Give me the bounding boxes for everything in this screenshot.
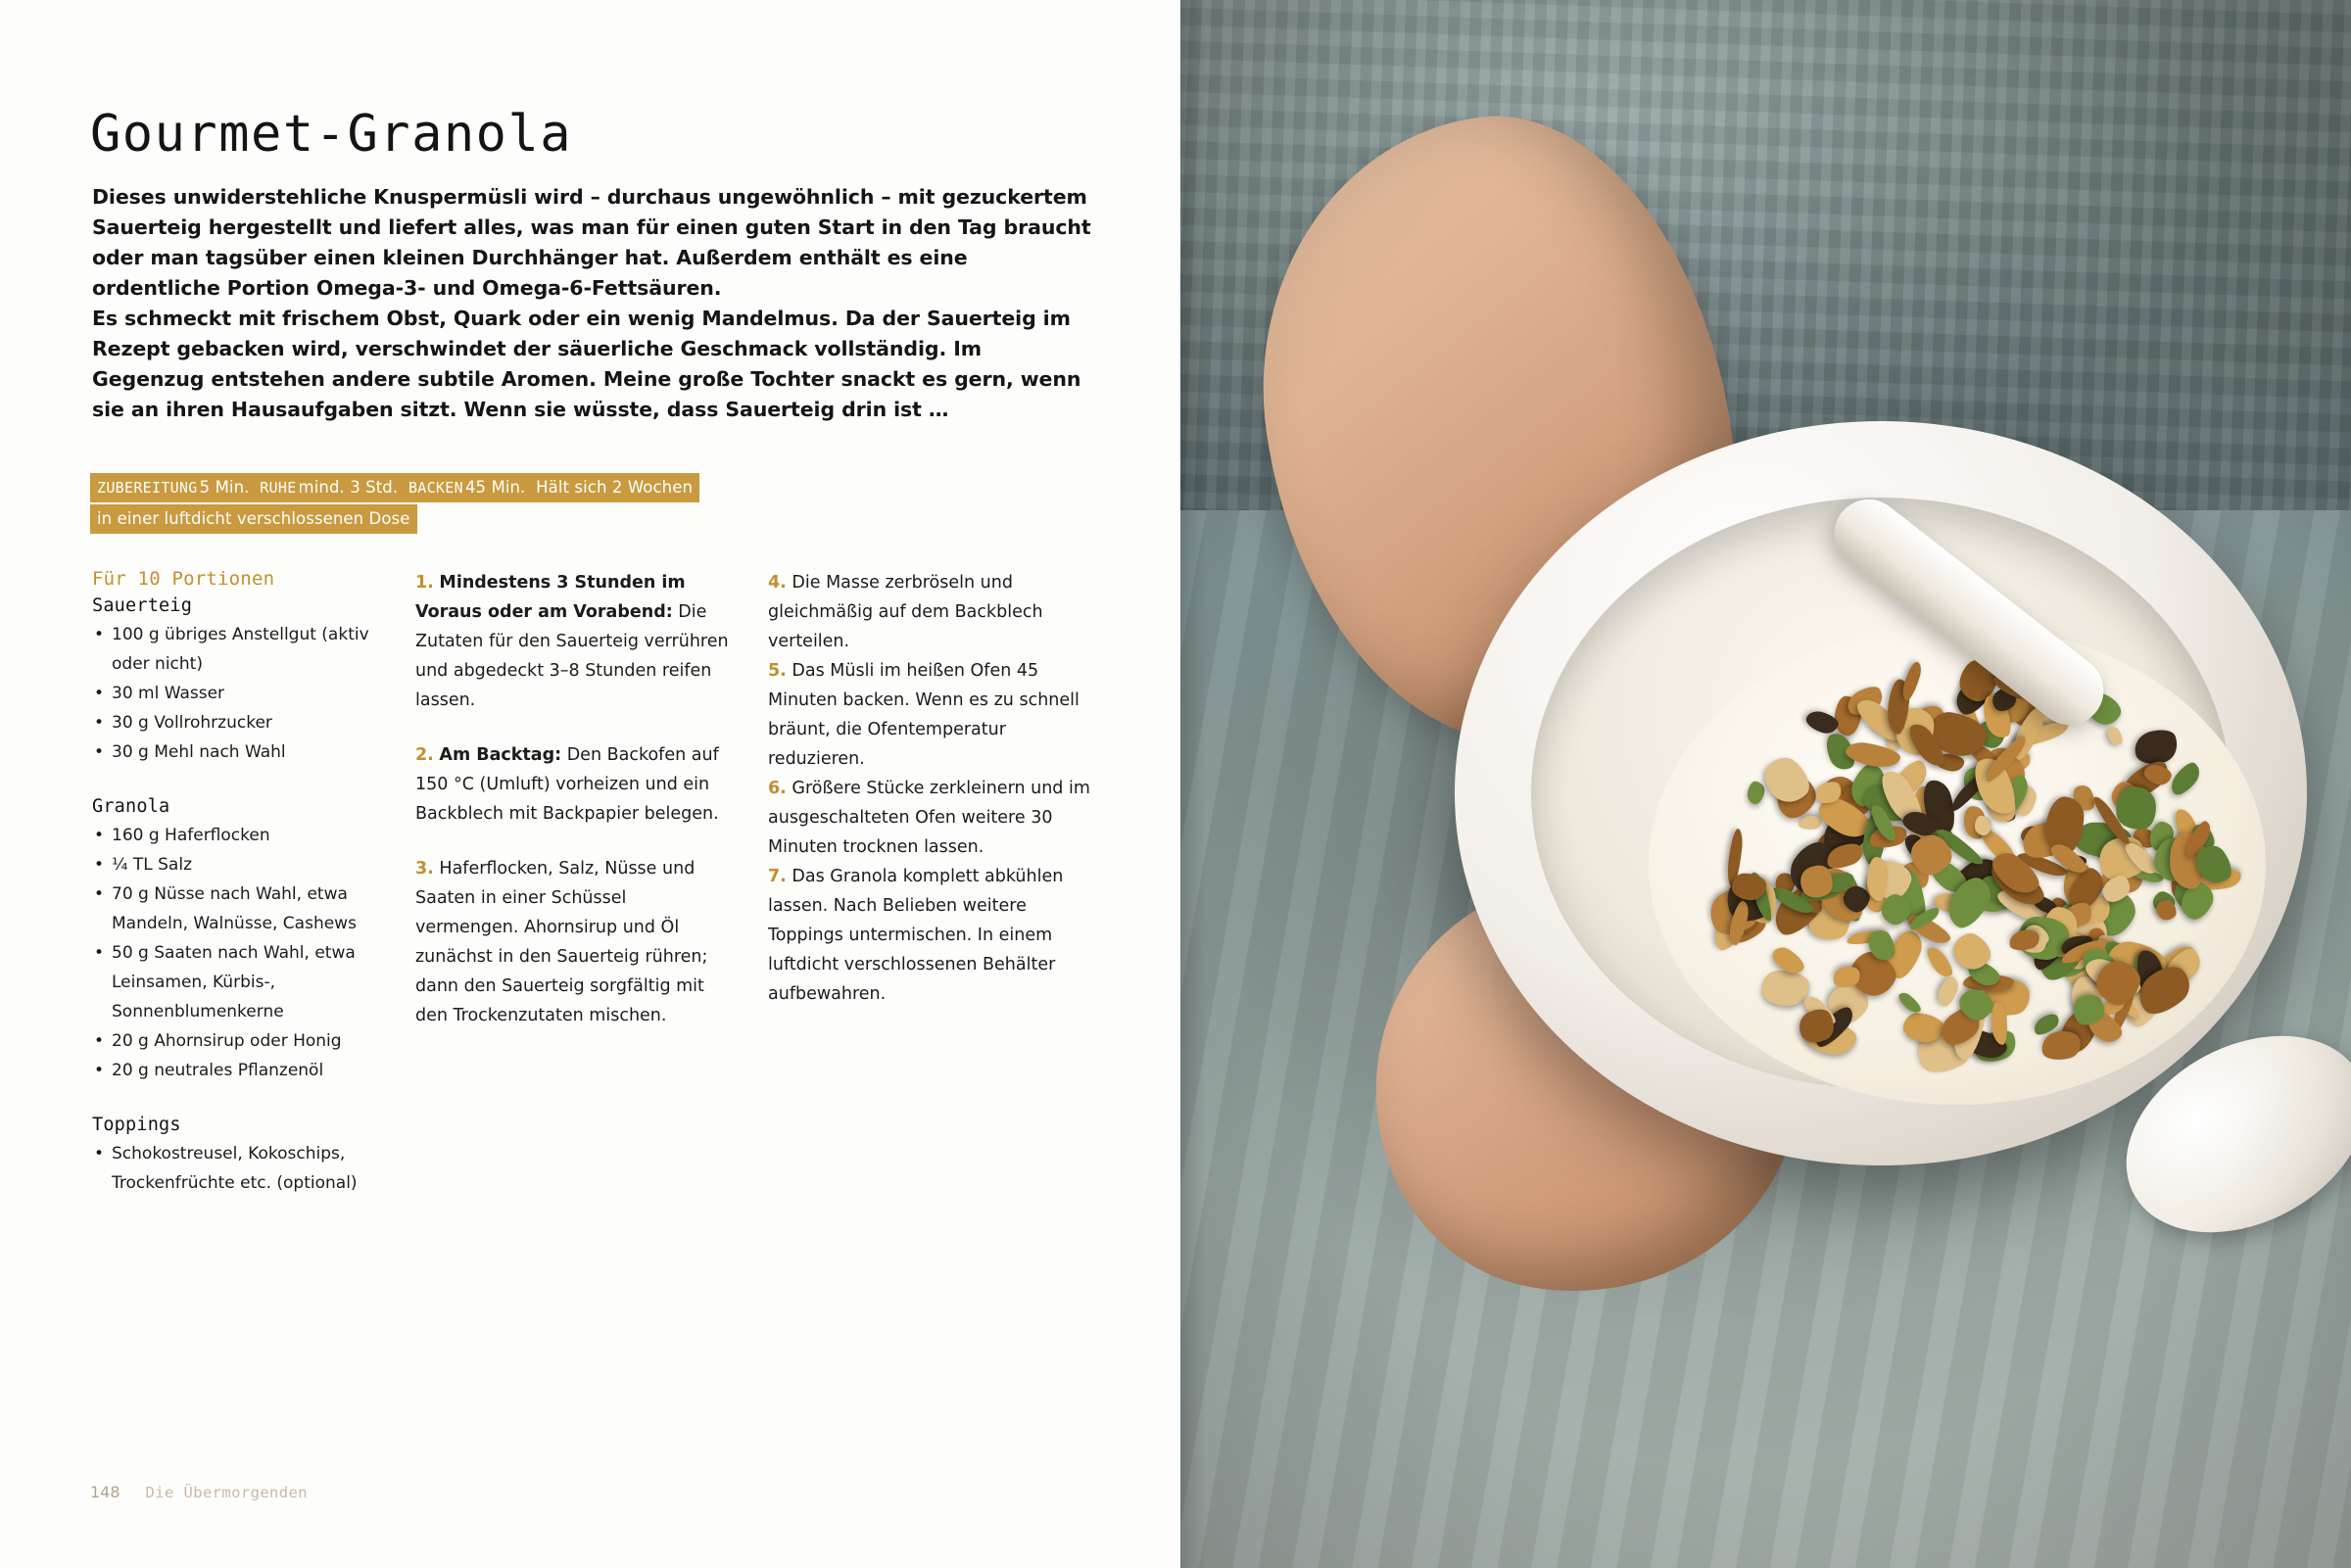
photo-page [1180,0,2351,1568]
step-text: Haferflocken, Salz, Nüsse und Saaten in einer Schüssel vermengen. Ahornsirup und Öl zunächst in den Sauerteig rühren; dann den Sauerteig sorgfältig mit den Trockenzutaten mischen. [415,859,708,1025]
info-value-baking: 45 Min. [464,478,526,497]
list-item: • ¼ TL Salz [92,850,382,879]
step-number: 1. [415,573,434,593]
ingredient-list-sauerteig [92,620,382,767]
info-line-primary [90,473,699,502]
step-number: 3. [415,859,434,879]
step-text: Die Zutaten für den Sauerteig verrühren und abgedeckt 3–8 Stunden reifen lassen. [415,602,729,710]
page-footer [90,1483,308,1501]
granola-clusters [1688,644,2256,1105]
step-lead: Am Backtag: [439,745,562,765]
recipe-columns [92,568,1091,1198]
step-text: Die Masse zerbröseln und gleichmäßig auf dem Backblech verteilen. [768,573,1043,651]
info-key-rest: RUHE [260,479,297,497]
granola-bowl-photo [1180,0,2351,1568]
info-key-baking: BACKEN [408,479,463,497]
ingredient-group-heading-sauerteig: Sauerteig [92,595,193,616]
recipe-step [768,568,1091,656]
step-text: Das Granola komplett abkühlen lassen. Nach Belieben weitere Toppings untermischen. In einem luftdicht verschlossenen Behälter aufbewahren. [768,867,1064,1004]
portions-heading: Für 10 Portionen [92,568,275,590]
ingredient-list-toppings [92,1139,382,1198]
page-number: 148 [90,1483,120,1501]
list-item: • 160 g Haferflocken [92,821,382,850]
info-line-secondary: in einer luftdicht verschlossenen Dose [90,504,417,534]
page-title: Gourmet-Granola [90,104,573,164]
recipe-step [768,656,1091,774]
recipe-step [768,774,1091,862]
steps-column-a [415,568,768,1198]
list-item: • 30 ml Wasser [92,679,382,708]
step-text: Das Müsli im heißen Ofen 45 Minuten backen. Wenn es zu schnell bräunt, die Ofentemperatur reduzieren. [768,661,1080,769]
step-number: 6. [768,779,787,798]
intro-paragraph-2: Es schmeckt mit frischem Obst, Quark oder ein wenig Mandelmus. Da der Sauerteig im Rezept gebacken wird, verschwindet der säuerliche Geschmack vollständig. Im Gegenzug entstehen andere subtile Aromen. Meine große Tochter snackt es gern, wenn sie an ihren Hausaufgaben sitzt. Wenn sie wüsste, dass Sauerteig drin ist … [92,307,1081,421]
info-key-preparation: ZUBEREITUNG [97,479,198,497]
step-number: 5. [768,661,787,681]
recipe-step [768,862,1091,1009]
step-text: Größere Stücke zerkleinern und im ausgeschalteten Ofen weitere 30 Minuten trocknen lassen. [768,779,1090,857]
step-number: 2. [415,745,434,765]
step-lead: Mindestens 3 Stunden im Voraus oder am Vorabend: [415,573,686,622]
ingredient-group-heading-toppings: Toppings [92,1115,181,1135]
chapter-title: Die Übermorgenden [145,1484,308,1501]
list-item: • 20 g Ahornsirup oder Honig [92,1026,382,1056]
list-item: • 100 g übriges Anstellgut (aktiv oder nicht) [92,620,382,679]
ingredients-column [92,568,415,1198]
recipe-step [415,568,729,715]
ingredient-list-granola [92,821,382,1085]
info-value-preparation: 5 Min. [199,478,250,497]
list-item: • Schokostreusel, Kokoschips, Trockenfrüchte etc. (optional) [92,1139,382,1198]
recipe-intro [92,182,1097,425]
step-number: 4. [768,573,787,593]
step-number: 7. [768,867,787,886]
list-item: • 50 g Saaten nach Wahl, etwa Leinsamen, Kürbis-, Sonnenblumenkerne [92,938,382,1026]
step-text: Den Backofen auf 150 °C (Umluft) vorheizen und ein Backblech mit Backpapier belegen. [415,745,719,824]
intro-paragraph-1: Dieses unwiderstehliche Knuspermüsli wird – durchaus ungewöhnlich – mit gezuckertem Sauerteig hergestellt und liefert alles, was man für einen guten Start in den Tag braucht oder man tagsüber einen kleinen Durchhänger hat. Außerdem enthält es eine ordentliche Portion Omega-3- und Omega-6-Fettsäuren. [92,185,1091,300]
info-value-rest: mind. 3 Std. [298,478,399,497]
list-item: • 30 g Mehl nach Wahl [92,737,382,767]
ingredient-group-heading-granola: Granola [92,796,170,817]
recipe-info-band [90,473,815,534]
list-item: • 30 g Vollrohrzucker [92,708,382,737]
recipe-step [415,854,729,1030]
list-item: • 20 g neutrales Pflanzenöl [92,1056,382,1085]
list-item: • 70 g Nüsse nach Wahl, etwa Mandeln, Walnüsse, Cashews [92,879,382,938]
steps-column-b [768,568,1091,1198]
recipe-step [415,740,729,829]
info-value-shelf-life: Hält sich 2 Wochen [536,478,694,497]
bowl-shape [1455,421,2307,1165]
